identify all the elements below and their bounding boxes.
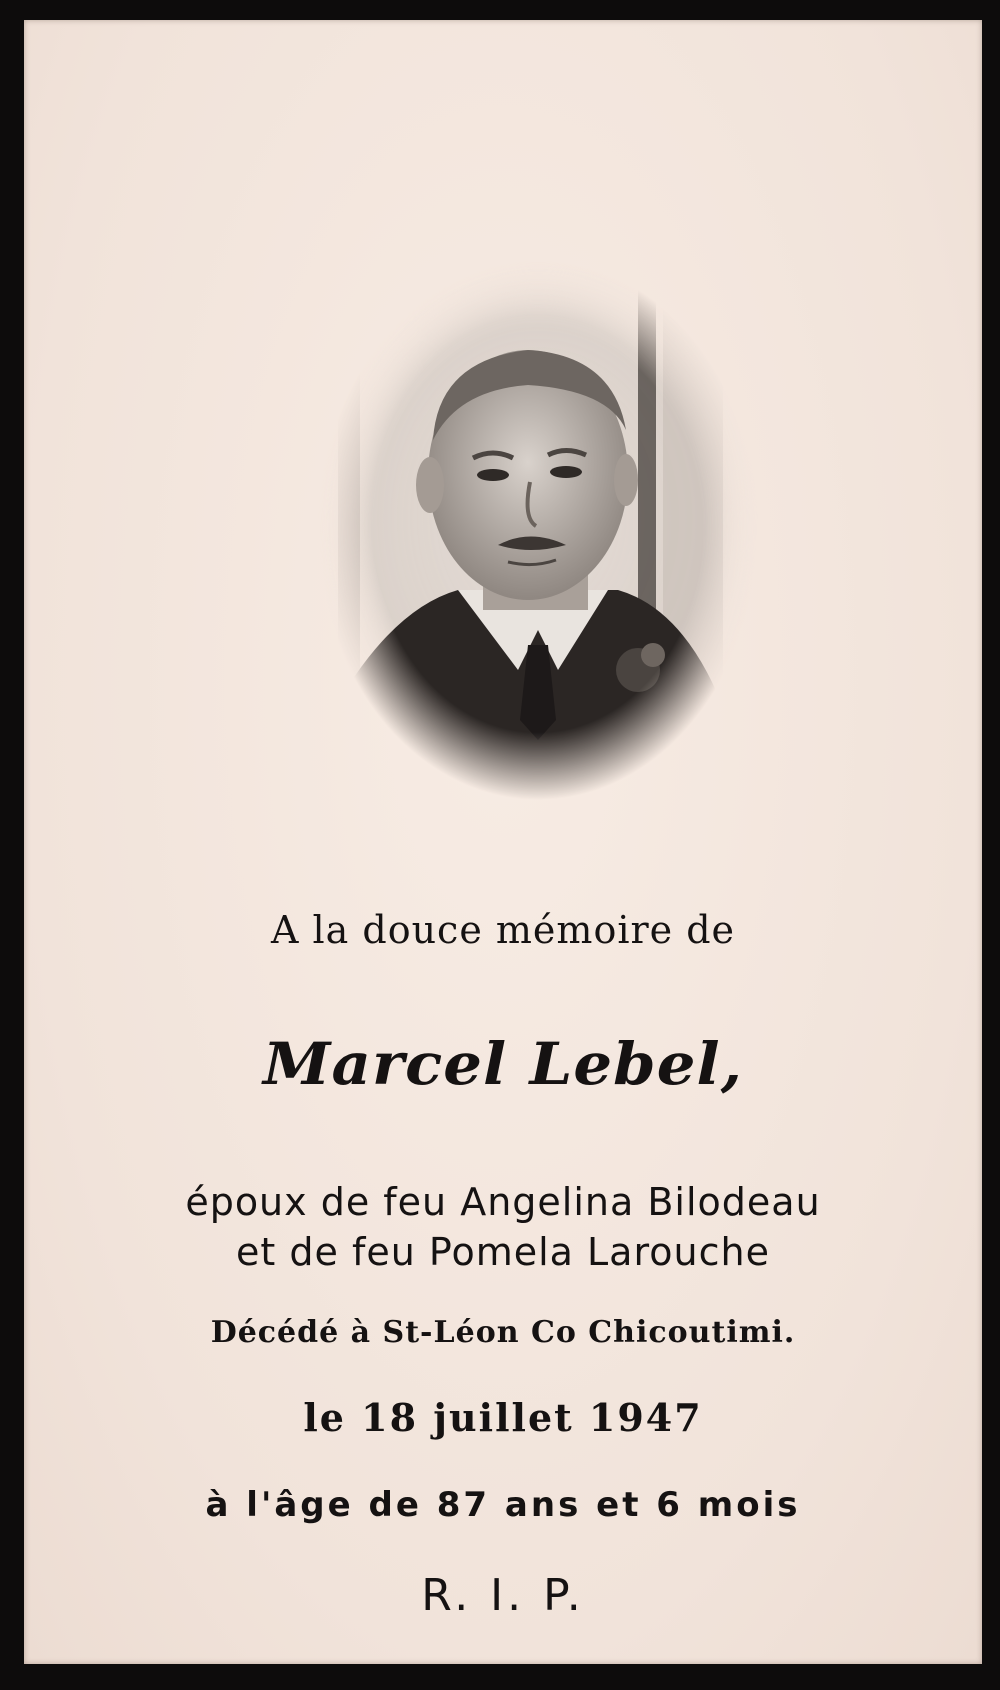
- rip-closing: R. I. P.: [421, 1570, 585, 1621]
- death-date: le 18 juillet 1947: [303, 1395, 703, 1440]
- deceased-name: Marcel Lebel,: [262, 1030, 744, 1098]
- spouse-line-2: et de feu Pomela Larouche: [236, 1230, 770, 1274]
- portrait-photo: [308, 250, 768, 810]
- death-place: Décédé à St-Léon Co Chicoutimi.: [210, 1315, 796, 1350]
- memorial-card: [24, 20, 982, 1664]
- age-at-death: à l'âge de 87 ans et 6 mois: [205, 1485, 801, 1525]
- spouse-line-1: époux de feu Angelina Bilodeau: [185, 1180, 821, 1224]
- memorial-intro: A la douce mémoire de: [270, 908, 736, 952]
